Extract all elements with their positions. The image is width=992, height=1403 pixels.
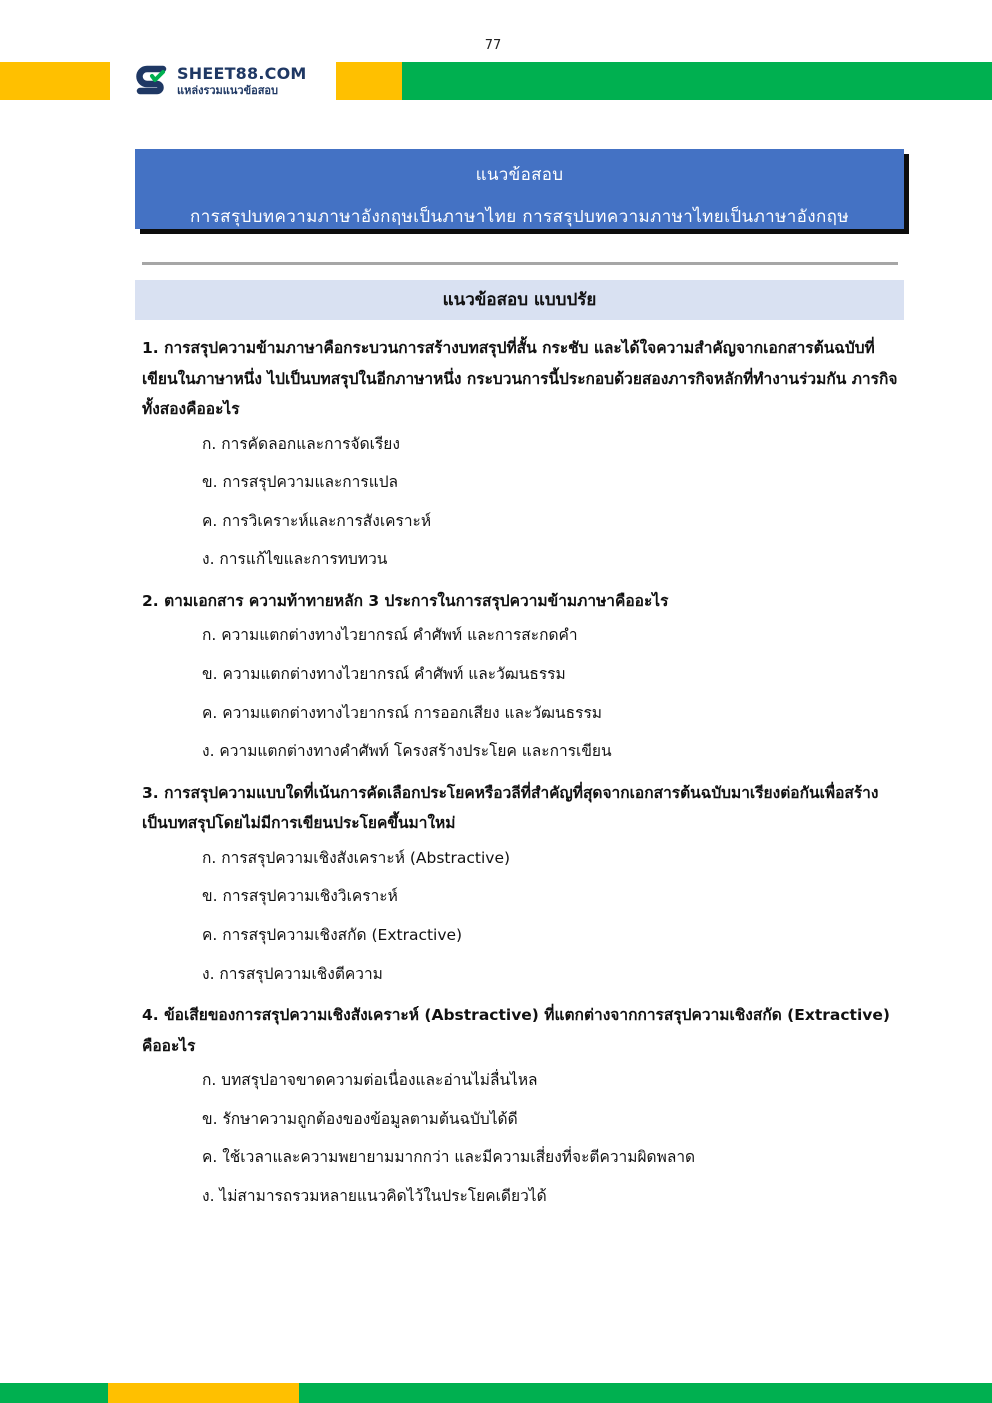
question-text: 3. การสรุปความแบบใดที่เน้นการคัดเลือกประโยคหรือวลีที่สำคัญที่สุดจากเอกสารต้นฉบับมาเรียงต่อกันเพื่อสร้างเป็นบทสรุปโดยไม่มีการเขียนประโยคขึ้นมาใหม่ <box>142 783 879 833</box>
question-text: 1. การสรุปความข้ามภาษาคือกระบวนการสร้างบทสรุปที่สั้น กระชับ และได้ใจความสำคัญจากเอกสารต้นฉบับที่เขียนในภาษาหนึ่ง ไปเป็นบทสรุปในอีกภาษาหนึ่ง กระบวนการนี้ประกอบด้วยสองภารกิจหลักที่ทำงานร่วมกัน ภารกิจทั้งสองคืออะไร <box>142 339 898 418</box>
header-band-green <box>402 62 992 100</box>
section-header: แนวข้อสอบ แบบปรัย <box>135 280 904 320</box>
option-c: ค. ใช้เวลาและความพยายามมากกว่า และมีความเสี่ยงที่จะตีความผิดพลาด <box>202 1148 696 1167</box>
question-2 <box>142 586 902 771</box>
option-d: ง. ความแตกต่างทางคำศัพท์ โครงสร้างประโยค และการเขียน <box>202 742 612 761</box>
page-number: 77 <box>484 38 502 53</box>
option-a: ก. การสรุปความเชิงสังเคราะห์ (Abstractive) <box>202 848 511 867</box>
footer-band-green-left <box>0 1383 108 1403</box>
option-b: ข. การสรุปความและการแปล <box>202 473 399 492</box>
option-c: ค. การวิเคราะห์และการสังเคราะห์ <box>202 511 432 530</box>
option-list <box>142 1061 902 1215</box>
question-text: 2. ตามเอกสาร ความท้าทายหลัก 3 ประการในการสรุปความข้ามภาษาคืออะไร <box>142 591 669 610</box>
footer-band-green-right <box>299 1383 992 1403</box>
site-logo <box>132 60 322 102</box>
question-text: 4. ข้อเสียของการสรุปความเชิงสังเคราะห์ (Abstractive) ที่แตกต่างจากการสรุปความเชิงสกัด (Extractive) คืออะไร <box>142 1006 890 1055</box>
option-list <box>142 616 902 770</box>
option-b: ข. การสรุปความเชิงวิเคราะห์ <box>202 887 398 906</box>
logo-brand: SHEET88.COM <box>177 64 307 83</box>
logo-s-icon <box>132 61 172 101</box>
option-a: ก. บทสรุปอาจขาดความต่อเนื่องและอ่านไม่ลื่นไหล <box>202 1071 538 1090</box>
title-box <box>135 149 904 229</box>
title-line-2: การสรุปบทความภาษาอังกฤษเป็นภาษาไทย การสรุปบทความภาษาไทยเป็นภาษาอังกฤษ <box>190 207 849 227</box>
option-d: ง. การสรุปความเชิงตีความ <box>202 964 383 983</box>
option-a: ก. การคัดลอกและการจัดเรียง <box>202 434 400 453</box>
title-line-1: แนวข้อสอบ <box>475 165 564 185</box>
header-band-yellow-left <box>0 62 110 100</box>
option-b: ข. รักษาความถูกต้องของข้อมูลตามต้นฉบับได้ดี <box>202 1109 518 1128</box>
option-d: ง. การแก้ไขและการทบทวน <box>202 550 388 569</box>
footer-band-yellow <box>108 1383 299 1403</box>
question-4 <box>142 1000 902 1215</box>
option-c: ค. การสรุปความเชิงสกัด (Extractive) <box>202 925 463 944</box>
question-1 <box>142 333 902 579</box>
header-band-yellow-right <box>336 62 402 100</box>
option-list <box>142 425 902 579</box>
question-3 <box>142 778 902 993</box>
logo-tagline: แหล่งรวมแนวข้อสอบ <box>177 84 279 97</box>
option-c: ค. ความแตกต่างทางไวยากรณ์ การออกเสียง และวัฒนธรรม <box>202 703 602 722</box>
option-list <box>142 839 902 993</box>
option-b: ข. ความแตกต่างทางไวยากรณ์ คำศัพท์ และวัฒนธรรม <box>202 664 566 683</box>
question-list <box>142 333 902 1223</box>
option-a: ก. ความแตกต่างทางไวยากรณ์ คำศัพท์ และการสะกดคำ <box>202 626 578 645</box>
option-d: ง. ไม่สามารถรวมหลายแนวคิดไว้ในประโยคเดียวได้ <box>202 1186 547 1205</box>
divider-line <box>142 262 898 265</box>
